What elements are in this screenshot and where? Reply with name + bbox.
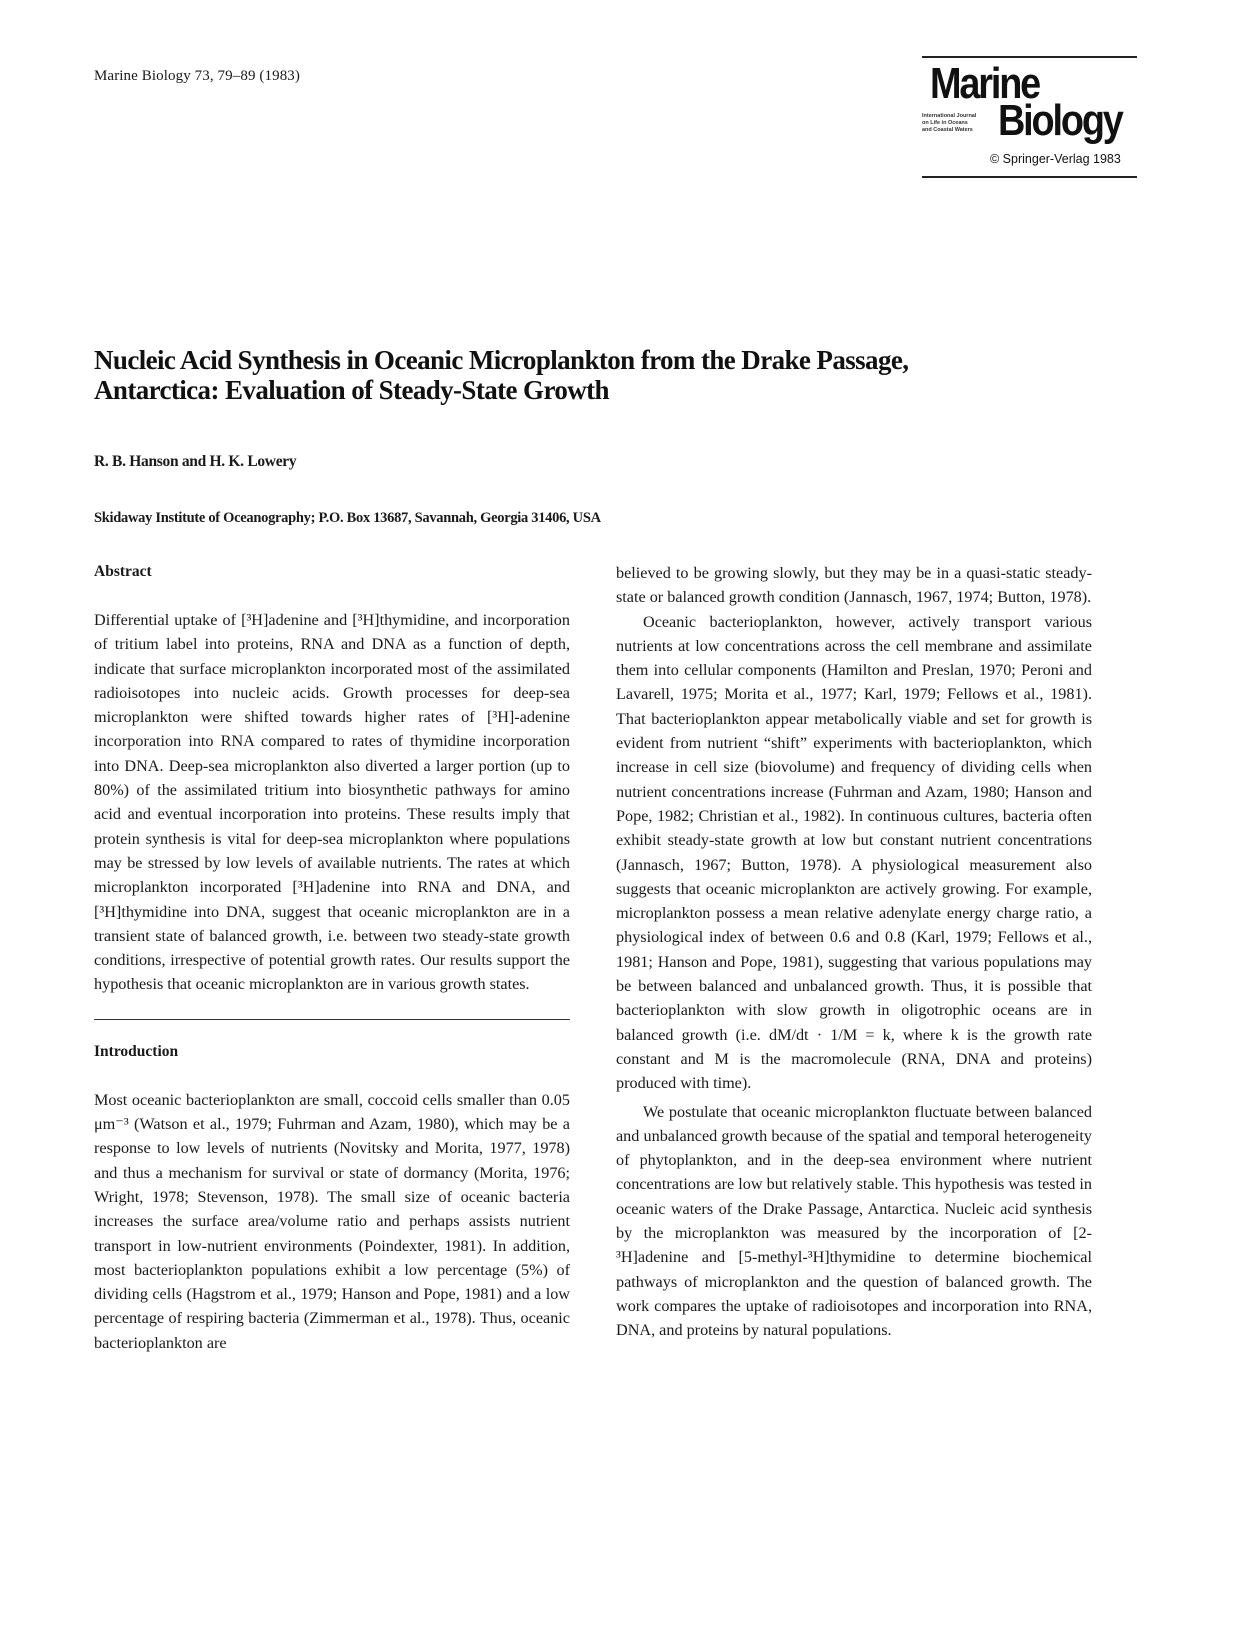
publisher-copyright: © Springer-Verlag 1983 xyxy=(990,152,1121,166)
right-column xyxy=(616,561,1092,1343)
left-column xyxy=(94,560,570,1355)
logo-tagline-line: on Life in Oceans xyxy=(922,120,968,126)
journal-logo xyxy=(922,56,1137,180)
article-authors: R. B. Hanson and H. K. Lowery xyxy=(94,453,297,470)
logo-word-marine: Marine xyxy=(930,59,1040,108)
logo-rule-top xyxy=(922,56,1137,58)
introduction-paragraph: Oceanic bacterioplankton, however, actively transport various nutrients at low concentrations across the cell membrane and assimilate them into cellular components (Hamilton and Preslan, 1970; Peroni and Lavarell, 1975; Morita et al., 1977; Karl, 1979; Fellows et al., 1981). That bacterioplankton appear metabolically viable and set for growth is evident from nutrient “shift” experiments with bacterioplankton, which increase in cell size (biovolume) and frequency of dividing cells when nutrient concentrations increase (Fuhrman and Azam, 1980; Hanson and Pope, 1982; Christian et al., 1982). In continuous cultures, bacteria often exhibit steady-state growth at low but constant nutrient concentrations (Jannasch, 1967; Button, 1978). A physiological measurement also suggests that oceanic microplankton are actively growing. For example, microplankton possess a mean relative adenylate energy charge ratio, a physiological index of between 0.6 and 0.8 (Karl, 1979; Fellows et al., 1981; Hanson and Pope, 1981), suggesting that various populations may be between balanced and unbalanced growth. Thus, it is possible that bacterioplankton with slow growth in oligotrophic oceans are in balanced growth (i.e. dM/dt · 1/M = k, where k is the growth rate constant and M is the macromolecule (RNA, DNA and proteins) produced with time). xyxy=(616,612,1092,1093)
abstract-heading: Abstract xyxy=(94,563,152,580)
logo-tagline-line: International Journal xyxy=(922,113,977,119)
journal-citation: Marine Biology 73, 79–89 (1983) xyxy=(94,68,300,84)
article-title-line: Antarctica: Evaluation of Steady-State Growth xyxy=(94,375,609,405)
introduction-paragraph: believed to be growing slowly, but they may be in a quasi-static steady-state or balanced growth condition (Jannasch, 1967, 1974; Button, 1978). xyxy=(616,564,1092,607)
introduction-heading: Introduction xyxy=(94,1042,179,1060)
author-affiliation: Skidaway Institute of Oceanography; P.O. Box 13687, Savannah, Georgia 31406, USA xyxy=(94,510,601,526)
section-divider xyxy=(94,1019,570,1020)
abstract-text: Differential uptake of [³H]adenine and [³H]thymidine, and incorporation of tritium label into proteins, RNA and DNA as a function of depth, indicate that surface microplankton incorporated most of the assimilated radioisotopes into nucleic acids. Growth processes for deep-sea microplankton were shifted towards higher rates of [³H]-adenine incorporation into RNA compared to rates of thymidine incorporation into DNA. Deep-sea microplankton also diverted a larger portion (up to 80%) of the assimilated tritium into biosynthetic pathways for amino acid and eventual incorporation into proteins. These results imply that protein synthesis is vital for deep-sea microplankton where populations may be stressed by low levels of available nutrients. The rates at which microplankton incorporated [³H]adenine into RNA and DNA, and [³H]thymidine into DNA, suggest that oceanic microplankton are in a transient state of balanced growth, i.e. between two steady-state growth conditions, irrespective of potential growth rates. Our results support the hypothesis that oceanic microplankton are in various growth states. xyxy=(94,611,570,994)
logo-tagline xyxy=(922,113,1002,134)
logo-rule-bottom xyxy=(922,176,1137,178)
introduction-paragraph: We postulate that oceanic microplankton fluctuate between balanced and unbalanced growth because of the spatial and temporal heterogeneity of phytoplankton, and in the deep-sea environment where nutrient concentrations are low but relatively stable. This hypothesis was tested in oceanic waters of the Drake Passage, Antarctica. Nucleic acid synthesis by the microplankton was measured by the incorporation of [2-³H]adenine and [5-methyl-³H]thymidine to determine biochemical pathways of microplankton and the question of balanced growth. The work compares the uptake of radioisotopes and incorporation into RNA, DNA, and proteins by natural populations. xyxy=(616,1102,1092,1340)
logo-tagline-line: and Coastal Waters xyxy=(922,127,973,133)
article-title xyxy=(94,345,1104,405)
introduction-paragraph: Most oceanic bacterioplankton are small, coccoid cells smaller than 0.05 μm⁻³ (Watson et al., 1979; Fuhrman and Azam, 1980), which may be a response to low levels of nutrients (Novitsky and Morita, 1977, 1978) and thus a mechanism for survival or state of dormancy (Morita, 1976; Wright, 1978; Stevenson, 1978). The small size of oceanic bacteria increases the surface area/volume ratio and perhaps assists nutrient transport in low-nutrient environments (Poindexter, 1981). In addition, most bacterioplankton populations exhibit a low percentage (5%) of dividing cells (Hagstrom et al., 1979; Hanson and Pope, 1981) and a low percentage of respiring bacteria (Zimmerman et al., 1978). Thus, oceanic bacterioplankton are xyxy=(94,1090,570,1352)
logo-word-biology: Biology xyxy=(998,96,1122,145)
article-title-line: Nucleic Acid Synthesis in Oceanic Microplankton from the Drake Passage, xyxy=(94,345,909,375)
